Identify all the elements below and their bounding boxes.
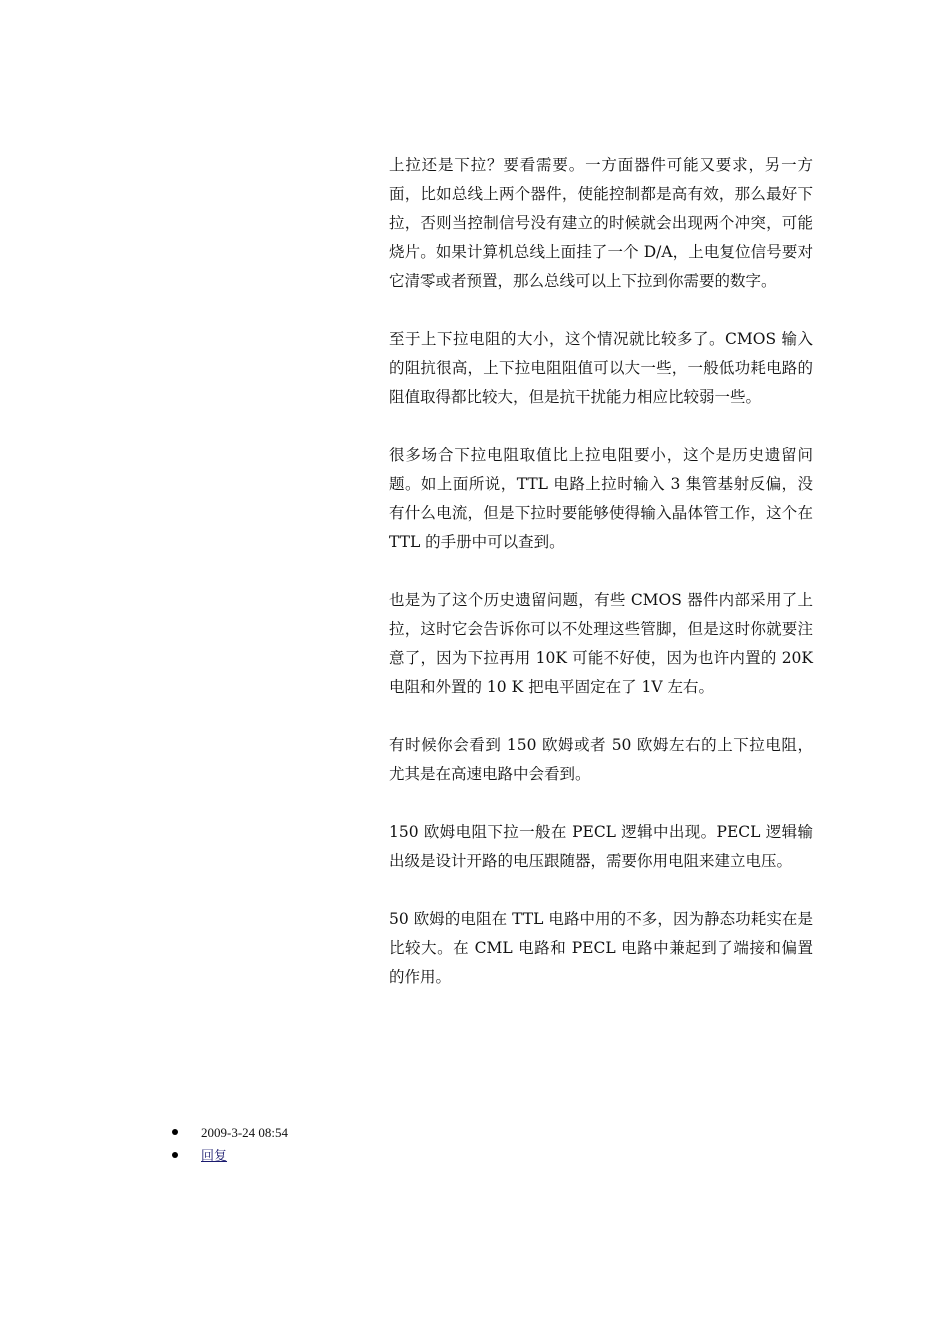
- timestamp-item: [172, 1121, 288, 1144]
- reply-link[interactable]: 回复: [201, 1148, 228, 1163]
- post-timestamp: 2009-3-24 08:54: [201, 1125, 289, 1140]
- paragraph-cml: 50 欧姆的电阻在 TTL 电路中用的不多，因为静态功耗实在是比较大。在 CML 电路和 PECL 电路中兼起到了端接和偏置的作用。: [389, 910, 813, 986]
- paragraph-pecl: 150 欧姆电阻下拉一般在 PECL 逻辑中出现。PECL 逻辑输出级是设计开路的电压跟随器，需要你用电阻来建立电压。: [389, 823, 813, 870]
- article-body: [389, 151, 813, 1021]
- bullet-icon: [172, 1152, 178, 1158]
- paragraph-pull-up-or-down: 上拉还是下拉？要看需要。一方面器件可能又要求，另一方面，比如总线上两个器件，使能控制都是高有效，那么最好下拉，否则当控制信号没有建立的时候就会出现两个冲突，可能烧片。如果计算机总线上面挂了一个 D/A，上电复位信号要对它清零或者预置，那么总线可以上下拉到你需要的数字。: [389, 156, 813, 290]
- bullet-icon: [172, 1129, 178, 1135]
- post-meta-list: [172, 1121, 288, 1167]
- paragraph-history: 很多场合下拉电阻取值比上拉电阻要小，这个是历史遗留问题。如上面所说，TTL 电路上拉时输入 3 集管基射反偏，没有什么电流，但是下拉时要能够使得输入晶体管工作，这个在 TTL 的手册中可以查到。: [389, 446, 813, 551]
- reply-item: [172, 1144, 288, 1167]
- paragraph-resistor-size: 至于上下拉电阻的大小，这个情况就比较多了。CMOS 输入的阻抗很高，上下拉电阻阻值可以大一些，一般低功耗电路的阻值取得都比较大，但是抗干扰能力相应比较弱一些。: [389, 330, 813, 406]
- paragraph-150-50-ohm: 有时候你会看到 150 欧姆或者 50 欧姆左右的上下拉电阻，尤其是在高速电路中会看到。: [389, 736, 813, 783]
- paragraph-cmos-internal: 也是为了这个历史遗留问题，有些 CMOS 器件内部采用了上拉，这时它会告诉你可以不处理这些管脚，但是这时你就要注意了，因为下拉再用 10K 可能不好使，因为也许内置的 20K 电阻和外置的 10 K 把电平固定在了 1V 左右。: [389, 591, 813, 696]
